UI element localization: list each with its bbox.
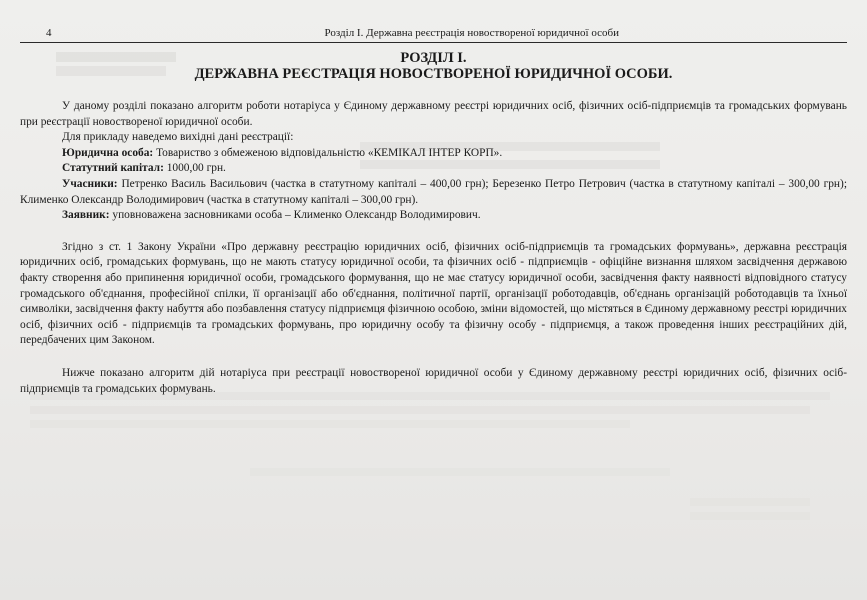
closing-paragraph: Нижче показано алгоритм дій нотаріуса при реєстрації новоствореної юридичної особи у Єдиному державному реєстрі юридичних осіб, фізичних осіб-підприємців та громадських формувань.: [20, 366, 847, 395]
entity-value: Товариство з обмеженою відповідальністю «КЕМІКАЛ ІНТЕР КОРП».: [156, 146, 503, 159]
running-title: Розділ І. Державна реєстрація новоствореної юридичної особи: [324, 27, 619, 39]
intro-paragraph: У даному розділі показано алгоритм роботи нотаріуса у Єдиному державному реєстрі юридичних осіб, фізичних осіб-підприємців та громадських формувань при реєстрації новоствореної юридичної особи.: [20, 100, 847, 128]
capital-line: [20, 161, 847, 177]
applicant-label: Заявник:: [62, 209, 110, 222]
law-paragraph: Згідно з ст. 1 Закону України «Про державну реєстрацію юридичних осіб, фізичних осіб-підприємців та громадських формувань», державна реєстрація юридичних осіб, громадських формувань, що не мають статусу юридичної особи, та фізичних осіб - підприємців - офіційне визнання шляхом засвідчення державою факту створення або припинення юридичної особи, громадського формування, що не має статусу юридичної особи, засвідчення факту наявності відповідного статусу громадського об'єднання, професійної спілки, її організації або об'єднання, політичної партії, організації роботодавців, об'єднань організацій роботодавців та їхньої символіки, засвідчення факту набуття або позбавлення статусу підприємця фізичною особою, зміни відомостей, що містяться в Єдиному державному реєстрі юридичних осіб, фізичних осіб - підприємців та громадських формувань, про юридичну особу та фізичну особу - підприємця, а також проведення інших реєстраційних дій, передбачених цим Законом.: [20, 240, 847, 347]
capital-label: Статутний капітал:: [62, 162, 164, 175]
show-through-smudge: [250, 468, 670, 476]
running-header: [20, 26, 847, 43]
show-through-smudge: [690, 498, 810, 506]
section-subtitle: ДЕРЖАВНА РЕЄСТРАЦІЯ НОВОСТВОРЕНОЇ ЮРИДИЧНОЇ ОСОБИ.: [194, 66, 673, 82]
participants-line: [20, 177, 847, 208]
applicant-value: уповноважена засновниками особа – Клименко Олександр Володимирович.: [112, 209, 481, 222]
participants-label: Учасники:: [62, 177, 118, 190]
example-line: Для прикладу наведемо вихідні дані реєстрації:: [62, 131, 294, 144]
paragraph-gap: [20, 224, 847, 240]
page-number: 4: [46, 27, 52, 39]
show-through-smudge: [690, 512, 810, 520]
entity-line: [20, 146, 847, 162]
section-title: РОЗДІЛ І.: [400, 50, 467, 66]
capital-value: 1000,00 грн.: [166, 162, 226, 175]
participants-value: Петренко Василь Васильович (частка в статутному капіталі – 400,00 грн); Березенко Петро Петрович (частка в статутному капіталі – 300,00 грн); Клименко Олександр Володимирович (частка в статутному капіталі – 300,00 грн).: [20, 177, 847, 206]
page-content: [20, 50, 847, 397]
show-through-smudge: [30, 406, 810, 414]
paragraph-gap: [20, 349, 847, 366]
applicant-line: [20, 208, 847, 224]
entity-label: Юридична особа:: [62, 146, 154, 159]
show-through-smudge: [30, 420, 630, 428]
